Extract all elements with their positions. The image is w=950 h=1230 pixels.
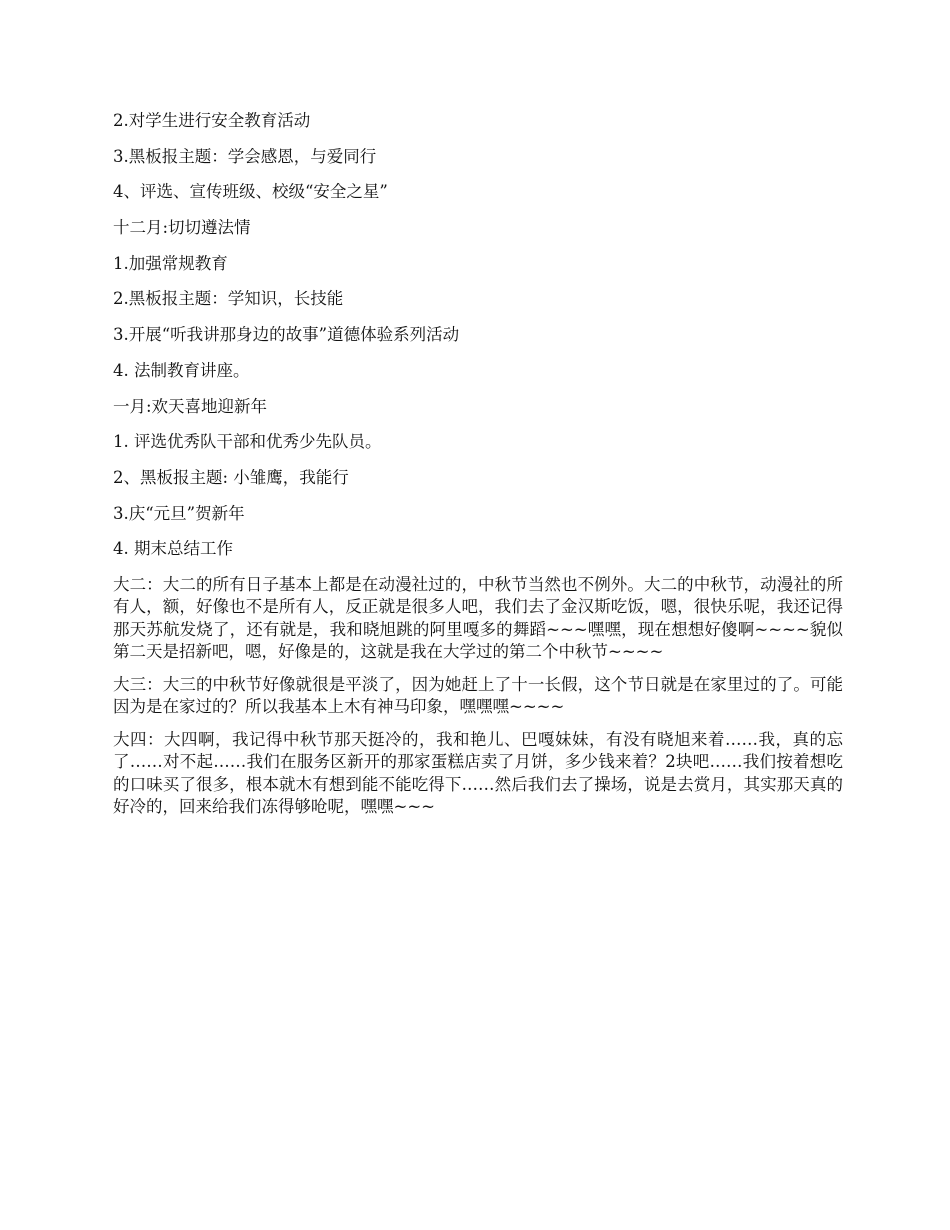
text-line: 2.对学生进行安全教育活动 xyxy=(113,111,311,130)
text-line: 2.黑板报主题：学知识，长技能 xyxy=(113,289,344,309)
text-line: 1. 评选优秀队干部和优秀少先队员。 xyxy=(113,432,382,452)
text-line: 4、评选、宣传班级、校级“安全之星” xyxy=(113,182,388,202)
paragraph: 大四：大四啊，我记得中秋节那天挺冷的，我和艳儿、巴嘎妹妹，有没有晓旭来着……我，真的忘了……对不起……我们在服务区新开的那家蛋糕店卖了月饼，多少钱来着？2块吧……我们按着想吃的口味买了很多，根本就木有想到能不能吃得下……然后我们去了操场，说是去赏月，其实那天真的好冷的，回来给我们冻得够呛呢，嘿嘿~~~ xyxy=(113,729,843,817)
text-line: 3.开展“听我讲那身边的故事”道德体验系列活动 xyxy=(113,325,460,345)
paragraph: 大二：大二的所有日子基本上都是在动漫社过的，中秋节当然也不例外。大二的中秋节，动漫社的所有人，额，好像也不是所有人，反正就是很多人吧，我们去了金汉斯吃饭，嗯，很快乐呢，我还记得那天苏航发烧了，还有就是，我和晓旭跳的阿里嘎多的舞蹈~~~嘿嘿，现在想想好傻啊~~~~貌似第二天是招新吧，嗯，好像是的，这就是我在大学过的第二个中秋节~~~~ xyxy=(113,574,843,662)
paragraph: 大三：大三的中秋节好像就很是平淡了，因为她赶上了十一长假，这个节日就是在家里过的了。可能因为是在家过的？所以我基本上木有神马印象，嘿嘿嘿~~~~ xyxy=(113,674,843,717)
text-line: 4. 期末总结工作 xyxy=(113,539,233,559)
document-body xyxy=(113,110,843,829)
section-heading: 一月:欢天喜地迎新年 xyxy=(113,396,268,416)
text-line: 2、黑板报主题: 小雏鹰，我能行 xyxy=(113,467,349,487)
text-line: 3.黑板报主题：学会感恩，与爱同行 xyxy=(113,146,377,166)
text-line: 3.庆“元旦”贺新年 xyxy=(113,503,245,523)
text-line: 4. 法制教育讲座。 xyxy=(113,360,250,380)
section-heading: 十二月:切切遵法情 xyxy=(113,218,251,238)
text-line: 1.加强常规教育 xyxy=(113,253,228,273)
